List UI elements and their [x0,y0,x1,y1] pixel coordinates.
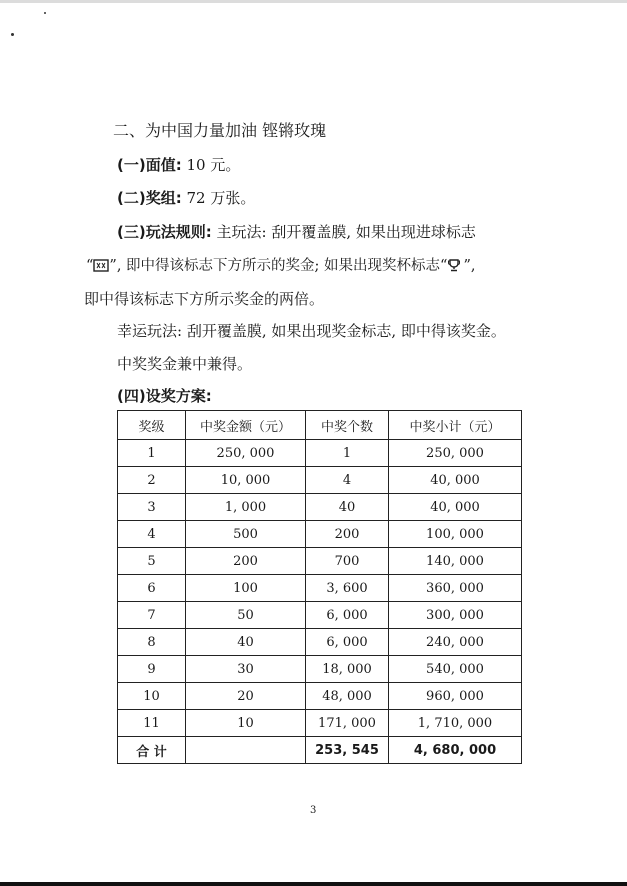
rules-line-2-text: ”, 即中得该标志下方所示的奖金; 如果出现奖杯标志“ [109,258,448,274]
cell-amount: 50 [186,602,306,629]
cell-subtotal: 540, 000 [389,656,522,683]
cell-level: 2 [118,467,186,494]
scheme-label: (四)设奖方案: [117,387,212,405]
prize-combine-note: 中奖奖金兼中兼得。 [117,355,253,373]
trophy-icon [447,258,463,271]
table-row [118,683,522,710]
table-header-row [118,411,522,440]
cell-subtotal: 40, 000 [389,494,522,521]
table-row [118,710,522,737]
table-row [118,575,522,602]
header-count: 中奖个数 [306,411,389,440]
total-amount-empty [186,737,306,764]
quote-open: “ [86,258,94,274]
table-row [118,467,522,494]
rules-line-1 [117,222,476,242]
scan-edge-bottom [0,882,627,886]
cell-count: 6, 000 [306,629,389,656]
rules-line-2 [86,256,476,276]
cell-count: 4 [306,467,389,494]
face-value-label: (一)面值: [117,156,182,174]
table-row [118,521,522,548]
cell-level: 4 [118,521,186,548]
cell-count: 171, 000 [306,710,389,737]
total-subtotal: 4, 680, 000 [389,737,522,764]
table-total-row [118,737,522,764]
cell-subtotal: 240, 000 [389,629,522,656]
prize-group-text: 72 万张。 [186,189,256,207]
cell-amount: 40 [186,629,306,656]
scan-speck [11,33,14,36]
cell-subtotal: 140, 000 [389,548,522,575]
scan-speck [44,12,46,14]
cell-amount: 10, 000 [186,467,306,494]
header-level: 奖级 [118,411,186,440]
prize-table [117,410,522,764]
cell-subtotal: 250, 000 [389,440,522,467]
cell-amount: 30 [186,656,306,683]
table-row [118,440,522,467]
cell-count: 200 [306,521,389,548]
cell-amount: 1, 000 [186,494,306,521]
prize-group-line [117,188,255,208]
cell-amount: 100 [186,575,306,602]
cell-level: 3 [118,494,186,521]
cell-subtotal: 40, 000 [389,467,522,494]
face-value-text: 10 元。 [186,156,241,174]
rules-label: (三)玩法规则: [117,223,212,241]
table-row [118,656,522,683]
cell-count: 6, 000 [306,602,389,629]
cell-count: 40 [306,494,389,521]
cell-level: 6 [118,575,186,602]
cell-amount: 200 [186,548,306,575]
cell-count: 48, 000 [306,683,389,710]
cell-count: 3, 600 [306,575,389,602]
cell-subtotal: 960, 000 [389,683,522,710]
cell-level: 11 [118,710,186,737]
header-subtotal: 中奖小计（元） [389,411,522,440]
cell-level: 7 [118,602,186,629]
header-amount: 中奖金额（元） [186,411,306,440]
cell-level: 1 [118,440,186,467]
cell-amount: 10 [186,710,306,737]
page-number: 3 [310,805,317,816]
face-value-line [117,155,240,175]
cell-count: 700 [306,548,389,575]
cell-level: 10 [118,683,186,710]
total-count: 253, 545 [306,737,389,764]
table-row [118,494,522,521]
cell-subtotal: 100, 000 [389,521,522,548]
quote-close: ”, [463,258,476,274]
scan-edge-top [0,0,627,3]
table-row [118,602,522,629]
lucky-play-line: 幸运玩法: 刮开覆盖膜, 如果出现奖金标志, 即中得该奖金。 [117,322,506,340]
section-title: 二、为中国力量加油 铿锵玫瑰 [113,121,327,140]
rules-line-3: 即中得该标志下方所示奖金的两倍。 [84,290,325,308]
rules-main-text: 主玩法: 刮开覆盖膜, 如果出现进球标志 [216,223,476,241]
cell-count: 1 [306,440,389,467]
goal-symbol-icon [93,258,109,271]
cell-subtotal: 1, 710, 000 [389,710,522,737]
total-label: 合 计 [118,737,186,764]
cell-subtotal: 360, 000 [389,575,522,602]
cell-level: 5 [118,548,186,575]
table-row [118,629,522,656]
cell-amount: 250, 000 [186,440,306,467]
table-row [118,548,522,575]
cell-level: 8 [118,629,186,656]
prize-group-label: (二)奖组: [117,189,182,207]
cell-count: 18, 000 [306,656,389,683]
cell-amount: 500 [186,521,306,548]
cell-subtotal: 300, 000 [389,602,522,629]
cell-amount: 20 [186,683,306,710]
cell-level: 9 [118,656,186,683]
